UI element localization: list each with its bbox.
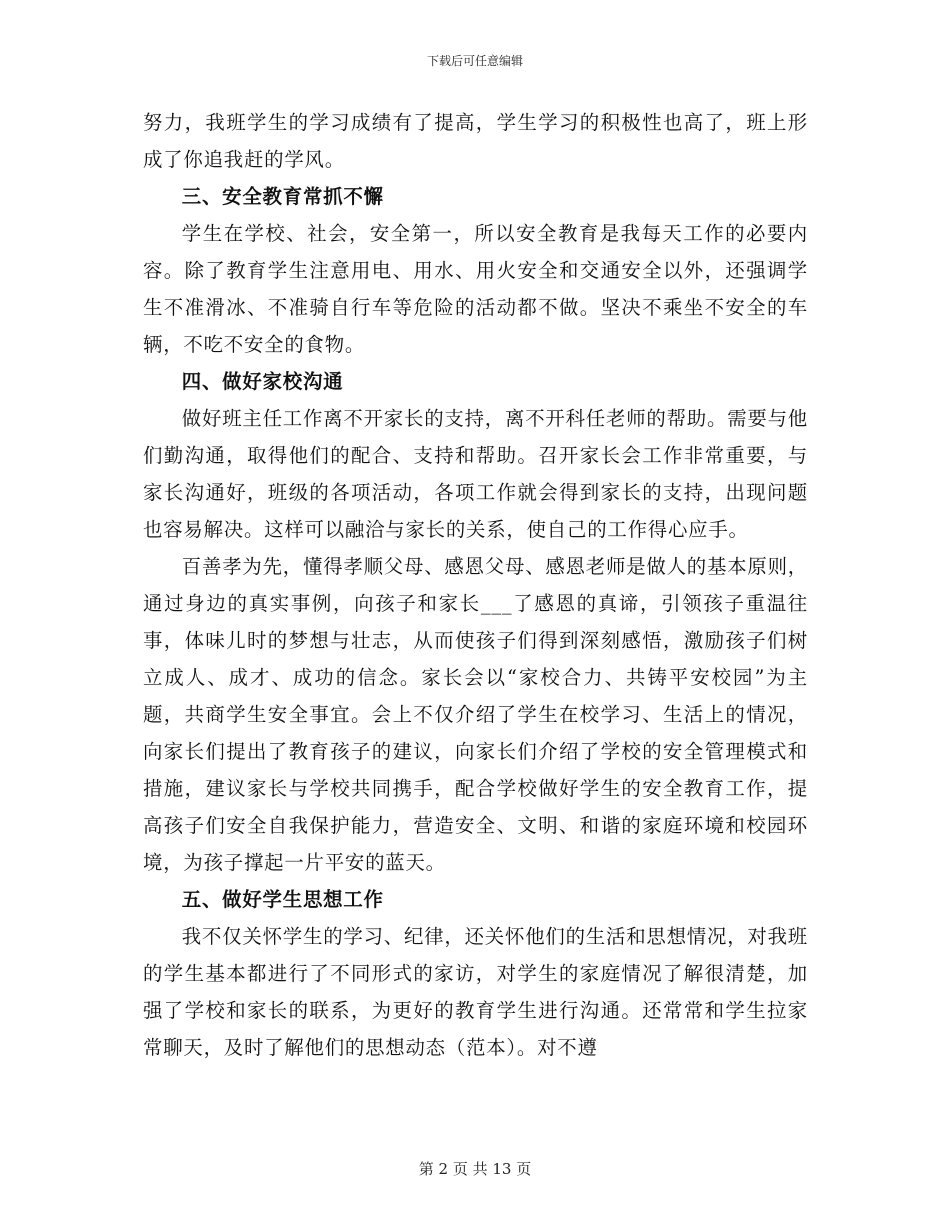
paragraph-continued: 努力，我班学生的学习成绩有了提高，学生学习的积极性也高了，班上形成了你追我赶的学风。 bbox=[143, 111, 808, 171]
header-note: 下载后可任意编辑 bbox=[426, 54, 523, 68]
document-body bbox=[143, 104, 808, 1066]
paragraph-gratitude: 百善孝为先，懂得孝顺父母、感恩父母、感恩老师是做人的基本原则，通过身边的真实事例，向孩子和家长___了感恩的真谛，引领孩子重温往事，体味儿时的梦想与壮志，从而使孩子们得到深刻感悟，激励孩子们树立成人、成才、成功的信念。家长会以“家校合力、共铸平安校园”为主题，共商学生安全事宜。会上不仅介绍了学生在校学习、生活上的情况，向家长们提出了教育孩子的建议，向家长们介绍了学校的安全管理模式和措施，建议家长与学校共同携手，配合学校做好学生的安全教育工作，提高孩子们安全自我保护能力，营造安全、文明、和谐的家庭环境和校园环境，为孩子撑起一片平安的蓝天。 bbox=[143, 555, 808, 874]
section-heading-5: 五、做好学生思想工作 bbox=[181, 888, 384, 911]
section-heading-3: 三、安全教育常抓不懈 bbox=[181, 185, 384, 208]
section-heading-4: 四、做好家校沟通 bbox=[181, 370, 344, 393]
paragraph-safety: 学生在学校、社会，安全第一，所以安全教育是我每天工作的必要内容。除了教育学生注意用电、用水、用火安全和交通安全以外，还强调学生不准滑冰、不准骑自行车等危险的活动都不做。坚决不乘坐不安全的车辆，不吃不安全的食物。 bbox=[143, 222, 808, 356]
paragraph-thought-work: 我不仅关怀学生的学习、纪律，还关怀他们的生活和思想情况，对我班的学生基本都进行了不同形式的家访，对学生的家庭情况了解很清楚，加强了学校和家长的联系，为更好的教育学生进行沟通。还常常和学生拉家常聊天，及时了解他们的思想动态（范本）。对不遵 bbox=[143, 925, 808, 1059]
page-number-footer: 第 2 页 共 13 页 bbox=[418, 1160, 532, 1178]
paragraph-home-school: 做好班主任工作离不开家长的支持，离不开科任老师的帮助。需要与他们勤沟通，取得他们的配合、支持和帮助。召开家长会工作非常重要，与家长沟通好，班级的各项活动，各项工作就会得到家长的支持，出现问题也容易解决。这样可以融洽与家长的关系，使自己的工作得心应手。 bbox=[143, 407, 808, 541]
